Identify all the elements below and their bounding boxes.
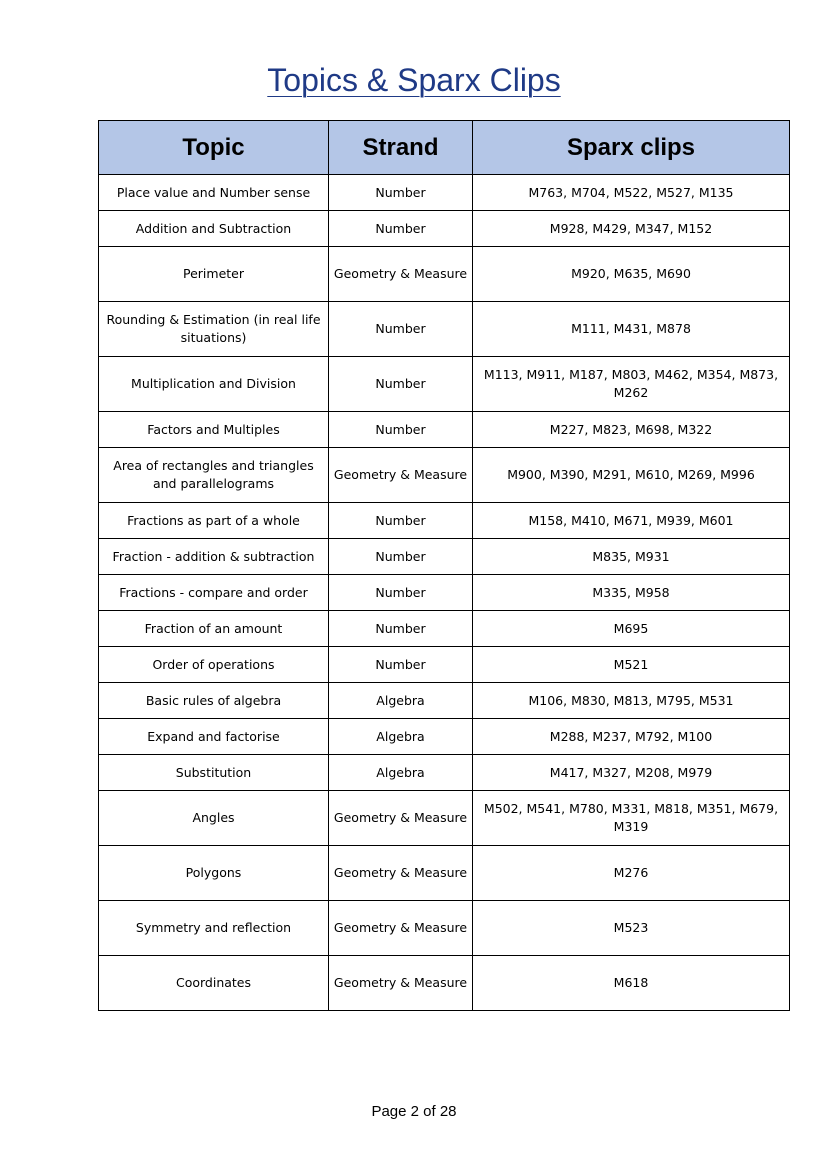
cell-sparx-clips: M276 xyxy=(473,846,790,901)
table-row xyxy=(99,647,790,683)
cell-sparx-clips: M158, M410, M671, M939, M601 xyxy=(473,503,790,539)
cell-strand: Geometry & Measure xyxy=(329,791,473,846)
cell-topic: Expand and factorise xyxy=(99,719,329,755)
cell-topic: Perimeter xyxy=(99,247,329,302)
cell-topic: Basic rules of algebra xyxy=(99,683,329,719)
cell-strand: Number xyxy=(329,412,473,448)
cell-topic: Angles xyxy=(99,791,329,846)
table-header-row xyxy=(99,121,790,175)
table-row xyxy=(99,448,790,503)
table-row xyxy=(99,719,790,755)
cell-sparx-clips: M417, M327, M208, M979 xyxy=(473,755,790,791)
table-row xyxy=(99,211,790,247)
cell-strand: Algebra xyxy=(329,719,473,755)
cell-strand: Number xyxy=(329,357,473,412)
column-header-sparx-clips: Sparx clips xyxy=(473,121,790,175)
cell-strand: Number xyxy=(329,302,473,357)
page-number: Page 2 of 28 xyxy=(371,1103,457,1120)
cell-topic: Place value and Number sense xyxy=(99,175,329,211)
table-row xyxy=(99,357,790,412)
table-row xyxy=(99,412,790,448)
table-row xyxy=(99,175,790,211)
cell-strand: Number xyxy=(329,503,473,539)
cell-topic: Polygons xyxy=(99,846,329,901)
cell-strand: Number xyxy=(329,211,473,247)
cell-topic: Factors and Multiples xyxy=(99,412,329,448)
page-title-text: Topics & Sparx Clips xyxy=(267,62,561,98)
table-row xyxy=(99,901,790,956)
cell-sparx-clips: M618 xyxy=(473,956,790,1011)
cell-strand: Geometry & Measure xyxy=(329,448,473,503)
table-row xyxy=(99,503,790,539)
table-row xyxy=(99,683,790,719)
cell-topic: Fraction of an amount xyxy=(99,611,329,647)
cell-topic: Symmetry and reflection xyxy=(99,901,329,956)
cell-sparx-clips: M695 xyxy=(473,611,790,647)
cell-strand: Number xyxy=(329,611,473,647)
cell-strand: Geometry & Measure xyxy=(329,901,473,956)
cell-topic: Area of rectangles and triangles and parallelograms xyxy=(99,448,329,503)
cell-strand: Geometry & Measure xyxy=(329,247,473,302)
table-row xyxy=(99,611,790,647)
cell-strand: Number xyxy=(329,175,473,211)
page-title xyxy=(0,58,828,102)
cell-sparx-clips: M113, M911, M187, M803, M462, M354, M873, M262 xyxy=(473,357,790,412)
cell-sparx-clips: M523 xyxy=(473,901,790,956)
cell-sparx-clips: M521 xyxy=(473,647,790,683)
cell-topic: Addition and Subtraction xyxy=(99,211,329,247)
cell-sparx-clips: M763, M704, M522, M527, M135 xyxy=(473,175,790,211)
cell-topic: Fractions - compare and order xyxy=(99,575,329,611)
cell-topic: Fraction - addition & subtraction xyxy=(99,539,329,575)
cell-strand: Algebra xyxy=(329,683,473,719)
cell-sparx-clips: M106, M830, M813, M795, M531 xyxy=(473,683,790,719)
table-row xyxy=(99,846,790,901)
table-row xyxy=(99,247,790,302)
table-row xyxy=(99,956,790,1011)
cell-sparx-clips: M900, M390, M291, M610, M269, M996 xyxy=(473,448,790,503)
cell-topic: Substitution xyxy=(99,755,329,791)
cell-sparx-clips: M928, M429, M347, M152 xyxy=(473,211,790,247)
cell-strand: Geometry & Measure xyxy=(329,846,473,901)
cell-strand: Geometry & Measure xyxy=(329,956,473,1011)
column-header-strand: Strand xyxy=(329,121,473,175)
table-row xyxy=(99,791,790,846)
topics-table xyxy=(98,120,790,1011)
cell-strand: Number xyxy=(329,575,473,611)
cell-sparx-clips: M835, M931 xyxy=(473,539,790,575)
cell-topic: Order of operations xyxy=(99,647,329,683)
table-row xyxy=(99,539,790,575)
cell-sparx-clips: M288, M237, M792, M100 xyxy=(473,719,790,755)
table-row xyxy=(99,755,790,791)
cell-sparx-clips: M335, M958 xyxy=(473,575,790,611)
cell-sparx-clips: M502, M541, M780, M331, M818, M351, M679, M319 xyxy=(473,791,790,846)
table-row xyxy=(99,575,790,611)
cell-sparx-clips: M920, M635, M690 xyxy=(473,247,790,302)
column-header-topic: Topic xyxy=(99,121,329,175)
cell-sparx-clips: M227, M823, M698, M322 xyxy=(473,412,790,448)
cell-topic: Coordinates xyxy=(99,956,329,1011)
cell-strand: Algebra xyxy=(329,755,473,791)
cell-strand: Number xyxy=(329,539,473,575)
table-row xyxy=(99,302,790,357)
cell-strand: Number xyxy=(329,647,473,683)
cell-sparx-clips: M111, M431, M878 xyxy=(473,302,790,357)
cell-topic: Fractions as part of a whole xyxy=(99,503,329,539)
table-body xyxy=(99,175,790,1011)
cell-topic: Rounding & Estimation (in real life situations) xyxy=(99,302,329,357)
cell-topic: Multiplication and Division xyxy=(99,357,329,412)
